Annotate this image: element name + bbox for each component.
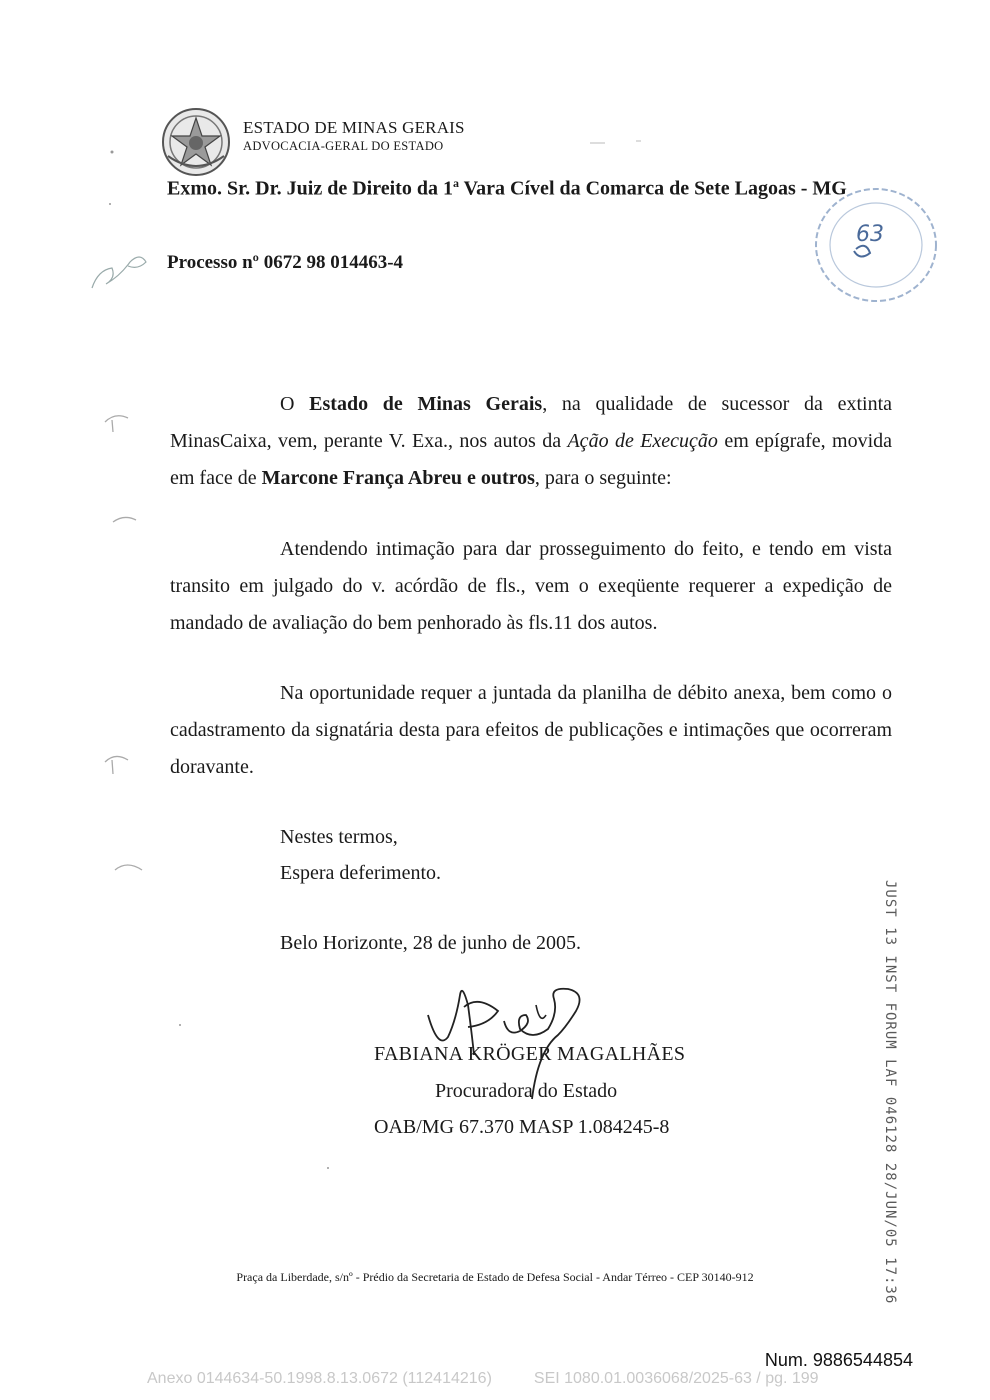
sei-reference: SEI 1080.01.0036068/2025-63 / pg. 199 bbox=[533, 1370, 819, 1387]
addressee-text: Exmo. Sr. Dr. Juiz de Direito da 1 bbox=[167, 177, 453, 200]
closing-line-1: Nestes termos, bbox=[280, 826, 398, 848]
addressee-ordinal: a bbox=[452, 176, 459, 190]
signatory-name: FABIANA KRÖGER MAGALHÃES bbox=[374, 1043, 686, 1065]
org-subtitle: ADVOCACIA-GERAL DO ESTADO bbox=[243, 139, 444, 153]
addressee-text-end: Vara Cível da Comarca de Sete Lagoas - MG bbox=[458, 177, 847, 200]
place-date: Belo Horizonte, 28 de junho de 2005. bbox=[280, 932, 582, 954]
p1-action-type: Ação de Execução bbox=[567, 430, 718, 452]
signatory-registration: OAB/MG 67.370 MASP 1.084245-8 bbox=[374, 1116, 670, 1138]
addressee-line bbox=[167, 176, 847, 201]
court-stamp-icon bbox=[808, 185, 943, 310]
reference-line bbox=[147, 1370, 819, 1388]
process-number: Processo nº 0672 98 014463-4 bbox=[167, 252, 404, 273]
annex-reference: Anexo 0144634-50.1998.8.13.0672 (112414216) bbox=[147, 1370, 492, 1387]
p1-text-4: , para o seguinte: bbox=[534, 467, 672, 489]
p1-state-name: Estado de Minas Gerais bbox=[309, 393, 543, 415]
state-seal-icon bbox=[160, 106, 232, 178]
p1-text-3: em epígrafe, movida em face de bbox=[170, 430, 893, 489]
paragraph-3: Na oportunidade requer a juntada da planilha de débito anexa, bem como o cadastramento da signatária desta para efeitos de publicações e intimações que ocorreram doravante. bbox=[170, 682, 892, 778]
filing-stamp: JUST 13 INST FORUM LAF 046128 28/JUN/05 17:36 bbox=[882, 880, 898, 1305]
closing-line-2: Espera deferimento. bbox=[280, 862, 442, 884]
footer-address: Praça da Liberdade, s/nº - Prédio da Secretaria de Estado de Defesa Social - Andar Térreo - CEP 30140-912 bbox=[236, 1270, 754, 1284]
org-name: ESTADO DE MINAS GERAIS bbox=[243, 118, 465, 137]
paragraph-2: Atendendo intimação para dar prosseguimento do feito, e tendo em vista transito em julgado do v. acórdão de fls., vem o exeqüente requerer a expedição de mandado de avaliação do bem penhorado às fls.11 dos autos. bbox=[170, 538, 892, 634]
document-number: Num. 9886544854 bbox=[764, 1350, 913, 1370]
signatory-title: Procuradora do Estado bbox=[435, 1080, 618, 1102]
stamp-note: 63 bbox=[856, 222, 884, 247]
paragraph-1 bbox=[170, 386, 892, 497]
p1-text-2: , na qualidade de sucessor da extinta MinasCaixa, vem, perante V. Exa., nos autos da bbox=[170, 393, 892, 452]
p1-text-1: O bbox=[280, 393, 310, 415]
p1-defendant: Marcone França Abreu e outros bbox=[261, 467, 535, 489]
